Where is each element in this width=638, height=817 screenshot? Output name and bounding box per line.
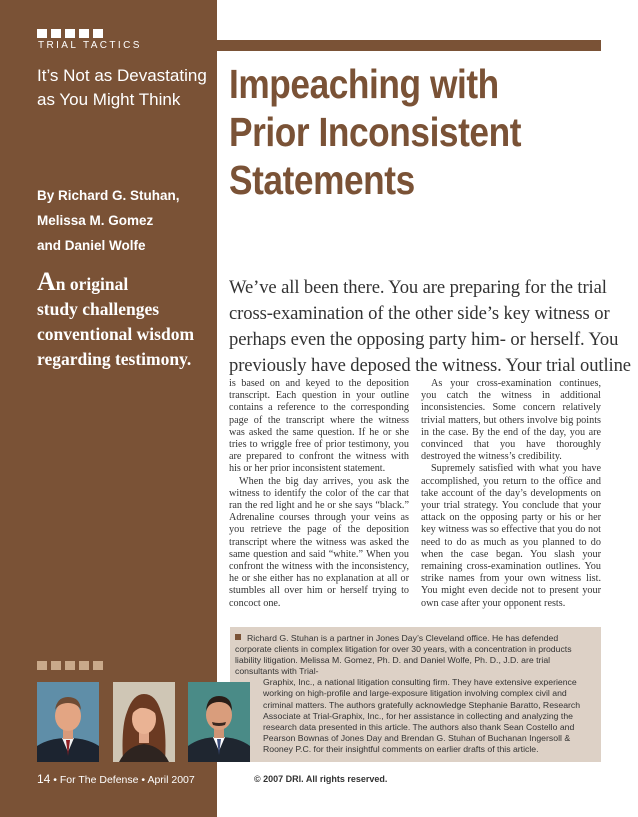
body-paragraph: As your cross-examination continues, you catch the witness in additional inconsistencies. Some concern relatively trivial matters, but others involve big points in the case. By the end of the day, you are convinced that you have thoroughly destroyed the witness’s credibility. <box>421 378 601 463</box>
sidebar-panel <box>0 0 217 817</box>
page-footer <box>37 772 195 786</box>
drop-cap: A <box>37 267 56 296</box>
bio-text-continued: Graphix, Inc., a national litigation consulting firm. They have extensive experience working on high-profile and large-exposure litigation involving complex civil and criminal matters. The authors gratefully acknowledge Stephanie Baratto, Research Associate at Trial-Graphix, Inc., for her assistance in collecting and analyzing the research data presented in this article. The authors also thank Sean Costello and Pearson Bownas of Jones Day and Brendan G. Stuhan of Buchanan Ingersoll & Rooney P.C. for their insightful comments on earlier drafts of this article. <box>263 677 581 754</box>
bio-text: Richard G. Stuhan is a partner in Jones Day’s Cleveland office. He has defended corporate clients in complex litigation for over 30 years, with a concentration in products liability litigation. Melissa M. Gomez, Ph. D. and Daniel Wolfe, Ph. D., J.D. are trial consultants with Trial- <box>235 633 572 677</box>
author-bio <box>235 633 595 755</box>
pull-quote-line: regarding testimony. <box>37 349 192 369</box>
section-label: TRIAL TACTICS <box>38 40 142 51</box>
subtitle-line: It’s Not as Devastating <box>37 66 207 85</box>
author-byline <box>37 183 180 258</box>
title-line: Impeaching with <box>229 61 499 107</box>
author-photo-stuhan <box>37 682 99 762</box>
author-line: Melissa M. Gomez <box>37 213 154 228</box>
body-column-2 <box>421 378 601 610</box>
author-line: and Daniel Wolfe <box>37 238 146 253</box>
author-photo-gomez <box>113 682 175 762</box>
publication-name: For The Defense <box>59 774 139 786</box>
author-photo-wolfe <box>188 682 250 762</box>
body-paragraph: Supremely satisfied with what you have accomplished, you return to the office and take account of the day’s developments on your trial strategy. You conclude that your attack on the opposing party or his or her key witness was so effective that you do not need to do as much as you planned to do when the case began. You slash your remaining cross-examination outlines. You strike names from your own witness list. You might even decide not to present your own case after your opponent rests. <box>421 463 601 609</box>
pull-quote-line: study challenges <box>37 299 160 319</box>
article-subtitle <box>37 64 212 112</box>
lead-line: We’ve all been there. You are preparing for the trial <box>229 277 607 298</box>
lead-line: previously have deposed the witness. Your trial outline <box>229 355 631 376</box>
bullet-square-icon <box>235 634 241 640</box>
copyright: © 2007 DRI. All rights reserved. <box>254 774 388 784</box>
decorative-squares-top <box>37 29 103 38</box>
body-column-1 <box>229 378 409 610</box>
issue-date: April 2007 <box>147 774 195 786</box>
footer-bullet: • <box>53 774 57 786</box>
pull-quote-line: conventional wisdom <box>37 324 195 344</box>
footer-bullet: • <box>141 774 146 786</box>
decorative-squares-bottom <box>37 661 103 670</box>
lead-paragraph <box>229 275 631 379</box>
pull-quote-line: n original <box>55 274 129 294</box>
author-line: By Richard G. Stuhan, <box>37 188 180 203</box>
title-line: Statements <box>229 157 415 203</box>
body-paragraph: When the big day arrives, you ask the witness to identify the color of the car that ran the red light and he or she says “black.” Adrenaline courses through your veins as you retrieve the page of the deposition transcript where the witness was asked the same question and said “white.” When you confront the witness with the inconsistency, he or she either has no explanation at all or stumbles all over him or herself trying to concoct one. <box>229 475 409 609</box>
lead-line: perhaps even the opposing party him- or herself. You <box>229 329 619 350</box>
title-line: Prior Inconsistent <box>229 109 522 155</box>
body-paragraph: is based on and keyed to the deposition transcript. Each question in your outline contains a reference to the corresponding page of the transcript where the witness was asked the same question. If he or she tries to wriggle free of prior testimony, you are prepared to confront the witness with his or her prior inconsistent statement. <box>229 378 409 475</box>
page-number: 14 <box>37 772 51 786</box>
article-title <box>229 60 556 204</box>
pull-quote <box>37 267 215 372</box>
subtitle-line: as You Might Think <box>37 90 181 109</box>
lead-line: cross-examination of the other side’s key witness or <box>229 303 610 324</box>
